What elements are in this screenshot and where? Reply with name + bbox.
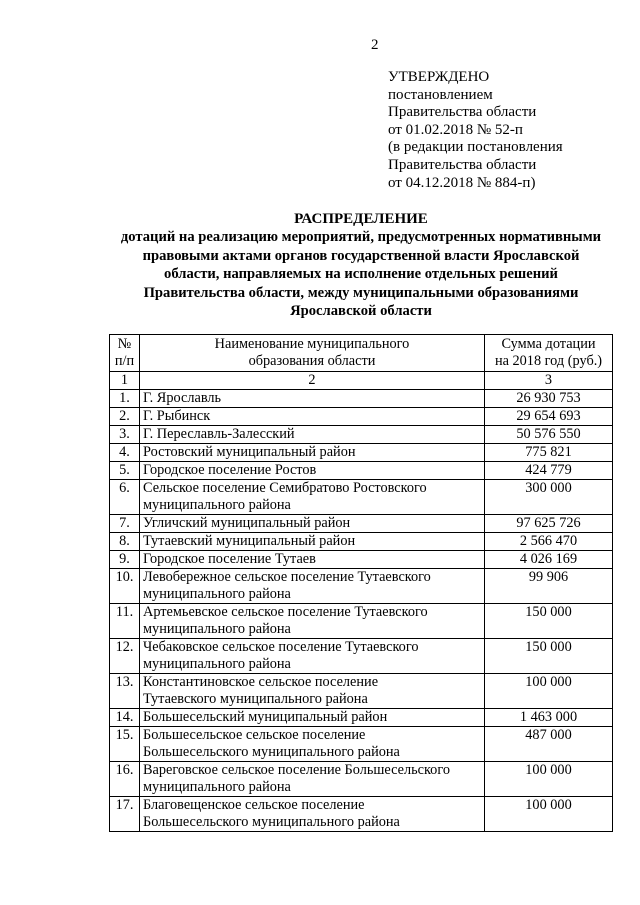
municipality-name-line: Городское поселение Тутаев <box>143 551 316 567</box>
municipality-name-line: Левобережное сельское поселение Тутаевского <box>143 569 431 585</box>
subsidy-amount: 97 625 726 <box>485 515 613 533</box>
row-number: 9. <box>110 551 140 569</box>
approval-line: от 04.12.2018 № 884-п) <box>388 174 536 191</box>
row-number: 6. <box>110 480 140 515</box>
header-name-line: образования области <box>248 353 376 369</box>
municipality-name-line: Тутаевский муниципальный район <box>143 533 356 549</box>
header-amount <box>485 335 613 372</box>
municipality-name <box>140 727 485 762</box>
header-name <box>140 335 485 372</box>
municipality-name <box>140 797 485 832</box>
approval-line: Правительства области <box>388 156 537 173</box>
subsidy-amount: 150 000 <box>485 604 613 639</box>
municipality-name-line: Г. Ярославль <box>143 390 222 406</box>
municipality-name <box>140 515 485 533</box>
table-row <box>110 569 613 604</box>
column-number-row <box>110 372 613 390</box>
row-number: 3. <box>110 426 140 444</box>
municipality-name-line: муниципального района <box>143 586 291 602</box>
municipality-name-line: Сельское поселение Семибратово Ростовского <box>143 480 427 496</box>
table-row <box>110 709 613 727</box>
table-row <box>110 551 613 569</box>
header-amount-line: Сумма дотации <box>501 336 596 352</box>
municipality-name-line: Тутаевского муниципального района <box>143 691 368 707</box>
approval-line: постановлением <box>388 86 493 103</box>
heading-line: Правительства области, между муниципальными образованиями <box>143 284 579 301</box>
table-row <box>110 674 613 709</box>
header-name-line: Наименование муниципального <box>214 336 410 352</box>
document-heading <box>100 210 622 320</box>
municipality-name <box>140 533 485 551</box>
approval-line: от 01.02.2018 № 52-п <box>388 121 523 138</box>
subsidy-amount: 300 000 <box>485 480 613 515</box>
table-row <box>110 533 613 551</box>
row-number: 1. <box>110 390 140 408</box>
municipality-name <box>140 551 485 569</box>
municipality-name <box>140 444 485 462</box>
municipality-name-line: Благовещенское сельское поселение <box>143 797 365 813</box>
document-title: РАСПРЕДЕЛЕНИЕ <box>294 211 428 227</box>
municipality-name <box>140 569 485 604</box>
subsidy-amount: 150 000 <box>485 639 613 674</box>
municipality-name-line: Большесельского муниципального района <box>143 744 400 760</box>
header-number <box>110 335 140 372</box>
municipality-name-line: Константиновское сельское поселение <box>143 674 379 690</box>
approval-line: УТВЕРЖДЕНО <box>388 69 490 85</box>
approval-stamp <box>388 69 563 192</box>
row-number: 15. <box>110 727 140 762</box>
municipality-name-line: Чебаковское сельское поселение Тутаевского <box>143 639 419 655</box>
table-row <box>110 727 613 762</box>
row-number: 11. <box>110 604 140 639</box>
municipality-name-line: Большесельского муниципального района <box>143 814 400 830</box>
table-row <box>110 604 613 639</box>
municipality-name-line: Угличский муниципальный район <box>143 515 351 531</box>
row-number: 8. <box>110 533 140 551</box>
municipality-name-line: Г. Переславль-Залесский <box>143 426 295 442</box>
column-number-cell: 3 <box>485 372 613 390</box>
municipality-name <box>140 639 485 674</box>
subsidy-amount: 100 000 <box>485 674 613 709</box>
header-number-line: п/п <box>114 353 135 369</box>
municipality-name-line: Артемьевское сельское поселение Тутаевского <box>143 604 428 620</box>
municipality-name-line: муниципального района <box>143 621 291 637</box>
table-row <box>110 480 613 515</box>
municipality-name <box>140 480 485 515</box>
municipality-name <box>140 762 485 797</box>
table-row <box>110 444 613 462</box>
table-row <box>110 762 613 797</box>
subsidy-amount: 26 930 753 <box>485 390 613 408</box>
municipality-name <box>140 408 485 426</box>
municipality-name-line: Вареговское сельское поселение Большесельского <box>143 762 450 778</box>
distribution-table <box>109 334 613 832</box>
subsidy-amount: 100 000 <box>485 797 613 832</box>
row-number: 7. <box>110 515 140 533</box>
header-number-line: № <box>117 336 132 352</box>
column-number-cell: 2 <box>140 372 485 390</box>
municipality-name-line: Большесельский муниципальный район <box>143 709 388 725</box>
table-row <box>110 639 613 674</box>
row-number: 2. <box>110 408 140 426</box>
approval-line: Правительства области <box>388 104 537 121</box>
municipality-name-line: муниципального района <box>143 656 291 672</box>
municipality-name <box>140 604 485 639</box>
subsidy-amount: 100 000 <box>485 762 613 797</box>
row-number: 4. <box>110 444 140 462</box>
row-number: 5. <box>110 462 140 480</box>
municipality-name-line: муниципального района <box>143 779 291 795</box>
header-amount-line: на 2018 год (руб.) <box>494 353 603 369</box>
heading-line: области, направляемых на исполнение отдельных решений <box>164 266 558 283</box>
subsidy-amount: 50 576 550 <box>485 426 613 444</box>
page-number: 2 <box>371 37 379 53</box>
column-number-cell: 1 <box>110 372 140 390</box>
municipality-name-line: Ростовский муниципальный район <box>143 444 356 460</box>
row-number: 12. <box>110 639 140 674</box>
heading-line: дотаций на реализацию мероприятий, предусмотренных нормативными <box>120 229 602 246</box>
table-row <box>110 515 613 533</box>
subsidy-amount: 1 463 000 <box>485 709 613 727</box>
municipality-name <box>140 426 485 444</box>
table-row <box>110 390 613 408</box>
municipality-name <box>140 462 485 480</box>
municipality-name <box>140 674 485 709</box>
municipality-name-line: Большесельское сельское поселение <box>143 727 366 743</box>
table-row <box>110 462 613 480</box>
row-number: 14. <box>110 709 140 727</box>
table-row <box>110 426 613 444</box>
row-number: 17. <box>110 797 140 832</box>
table-row <box>110 797 613 832</box>
row-number: 13. <box>110 674 140 709</box>
heading-line: правовыми актами органов государственной власти Ярославской <box>142 247 580 264</box>
subsidy-amount: 424 779 <box>485 462 613 480</box>
subsidy-amount: 775 821 <box>485 444 613 462</box>
municipality-name-line: Г. Рыбинск <box>143 408 211 424</box>
subsidy-amount: 4 026 169 <box>485 551 613 569</box>
heading-line: Ярославской области <box>290 303 432 320</box>
subsidy-amount: 487 000 <box>485 727 613 762</box>
table-row <box>110 408 613 426</box>
municipality-name-line: муниципального района <box>143 497 291 513</box>
municipality-name <box>140 709 485 727</box>
subsidy-amount: 99 906 <box>485 569 613 604</box>
municipality-name-line: Городское поселение Ростов <box>143 462 317 478</box>
municipality-name <box>140 390 485 408</box>
subsidy-amount: 29 654 693 <box>485 408 613 426</box>
approval-line: (в редакции постановления <box>388 139 563 156</box>
row-number: 10. <box>110 569 140 604</box>
row-number: 16. <box>110 762 140 797</box>
subsidy-amount: 2 566 470 <box>485 533 613 551</box>
table-header-row <box>110 335 613 372</box>
